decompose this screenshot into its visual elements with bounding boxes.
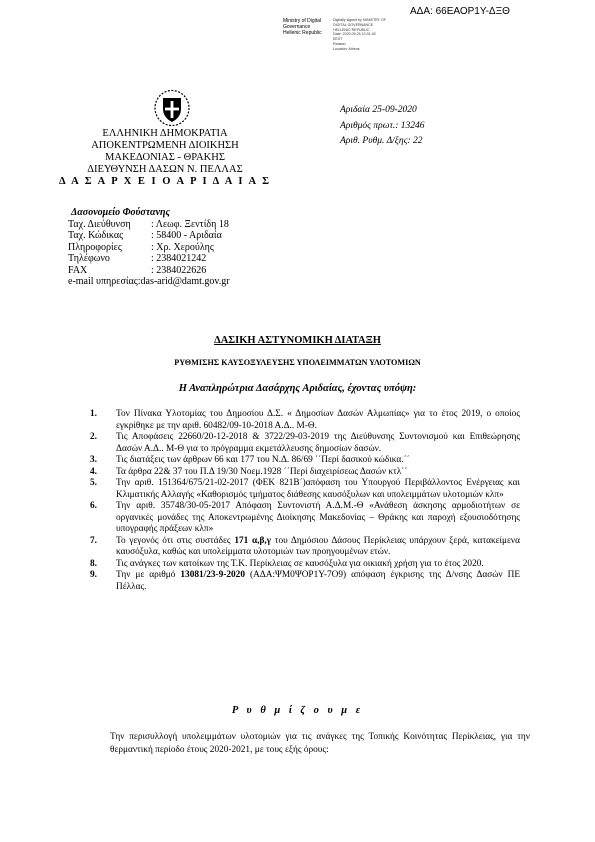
office-title: Δασονομείο Φούστανης bbox=[71, 207, 170, 218]
item-text: Τις Αποφάσεις 22660/20-12-2018 & 3722/29-03-2019 της Διεύθυνσης Συντονισμού και Επιθεώρησης Δασών Α.Δ.. Μ-Θ για το πρόγραμμα εκμετάλλευσης δημοσίων δασών. bbox=[116, 432, 520, 454]
considerations-list bbox=[90, 409, 520, 593]
contact-row bbox=[68, 219, 230, 231]
signature-line: Digitally signed by MINISTRY OF bbox=[333, 18, 386, 22]
list-item bbox=[90, 467, 520, 479]
office-contact bbox=[68, 207, 230, 288]
contact-value: : 2384022626 bbox=[151, 264, 207, 276]
regulation-number: Αριθ. Ρυθμ. Δ/ξης: 22 bbox=[340, 136, 423, 146]
digital-signature-stamp bbox=[283, 18, 386, 51]
item-text: Την αριθ. 151364/675/21-02-2017 (ΦΕΚ 821Β΄)απόφαση του Υπουργού Περιβάλλοντος Ενέργειας και Κλιματικής Αλλαγής «Καθορισμός τμήματος διάθεσης καυσόξυλων και υπολειμμάτων υλοτομιών κλπ» bbox=[116, 478, 520, 500]
contact-value: : 58400 - Αριδαία bbox=[151, 230, 222, 241]
list-item bbox=[90, 501, 520, 536]
decision-heading: Ρ υ θ μ ί ζ ο υ μ ε bbox=[231, 705, 364, 716]
org-line: ΜΑΚΕΔΟΝΙΑΣ - ΘΡΑΚΗΣ bbox=[105, 152, 225, 163]
item-text-bold: 13081/23-9-2020 bbox=[180, 570, 245, 580]
signature-line: HELLENIC REPUBLIC bbox=[333, 27, 370, 32]
contact-row bbox=[68, 242, 230, 254]
contact-row bbox=[68, 253, 230, 265]
item-text: Την με αριθμό bbox=[116, 570, 181, 580]
contact-label: Τηλέφωνο bbox=[68, 253, 110, 264]
reference-block bbox=[340, 103, 425, 150]
item-text: (ΑΔΑ:ΨΜ0ΨΟΡ1Υ-7Ο9) απόφαση έγκρισης της Δ/νσης Δασών ΠΕ Πέλλας. bbox=[116, 570, 521, 592]
signature-line: EEST bbox=[333, 37, 343, 42]
contact-label: Ταχ. Κώδικας bbox=[68, 230, 124, 241]
item-text: Τις διατάξεις των άρθρων 66 και 177 του Ν.Δ. 86/69 ΄΄Περί δασικού κώδικα.΄΄ bbox=[116, 455, 410, 465]
greek-emblem-icon bbox=[153, 89, 191, 132]
item-text-bold: 171 α,β,γ bbox=[234, 535, 272, 546]
item-number: 9. bbox=[90, 570, 97, 580]
list-item bbox=[90, 409, 520, 432]
date-line: Αριδαία 25-09-2020 bbox=[340, 105, 417, 115]
org-line: ΔΙΕΥΘΥΝΣΗ ΔΑΣΩΝ Ν. ΠΕΛΛΑΣ bbox=[87, 164, 243, 175]
protocol-number: Αριθμός πρωτ.: 13246 bbox=[340, 120, 425, 131]
item-text: Το γεγονός ότι στις συστάδες bbox=[116, 535, 235, 546]
org-line: ΕΛΛΗΝΙΚΗ ΔΗΜΟΚΡΑΤΙΑ bbox=[102, 128, 228, 139]
preamble: Η Αναπληρώτρια Δασάρχης Αριδαίας, έχοντας υπόψη: bbox=[178, 383, 417, 394]
item-text: Τις ανάγκες των κατοίκων της Τ.Κ. Περίκλειας σε καυσόξυλα για οικιακή χρήση για το έτος 2020. bbox=[116, 558, 484, 569]
item-text: Τον Πίνακα Υλοτομίας του Δημοσίου Δ.Σ. « Δημοσίων Δασών Αλμωπίας» για το έτος 2019, ο οποίος εγκρίθηκε με την αριθ. 60482/09-10-2018 Α.Δ.. Μ-Θ. bbox=[116, 409, 520, 431]
list-item bbox=[90, 559, 520, 571]
item-number: 5. bbox=[90, 478, 97, 488]
ada-code: ΑΔΑ: 66ΕΑΟΡ1Υ-ΔΞΘ bbox=[410, 6, 510, 17]
organization-header bbox=[30, 128, 300, 188]
ministry-line: Ministry of Digital bbox=[283, 18, 322, 24]
contact-label: Πληροφορίες bbox=[68, 241, 122, 253]
contact-label: FAX bbox=[68, 264, 88, 276]
list-item bbox=[90, 570, 520, 593]
ministry-line: Governance bbox=[283, 24, 311, 30]
contact-value: : Λεωφ. Ξεντίδη 18 bbox=[151, 218, 229, 230]
list-item bbox=[90, 536, 520, 559]
closing-paragraph: Την περισυλλογή υπολειμμάτων υλοτομιών για τις ανάγκες της Τοπικής Κοινότητας Περίκλειας, για την θερμαντική περίοδο έτους 2020-2021, με τους εξής όρους: bbox=[110, 732, 530, 755]
item-number: 3. bbox=[90, 455, 97, 465]
contact-value: : 2384021242 bbox=[151, 253, 207, 264]
signature-line: Reason: bbox=[333, 41, 347, 46]
item-number: 8. bbox=[90, 558, 97, 569]
item-number: 6. bbox=[90, 501, 97, 511]
item-text: του Δημόσιου Δάσους Περίκλειας υπάρχουν ξερά, κατακείμενα καυσόξυλα, καθώς και υπολείμματα υλοτομιών των προηγουμένων ετών. bbox=[116, 535, 521, 557]
ministry-line: Hellenic Republic bbox=[283, 30, 322, 36]
contact-row bbox=[68, 230, 230, 242]
contact-row bbox=[68, 265, 230, 277]
list-item bbox=[90, 478, 520, 501]
item-number: 4. bbox=[90, 466, 97, 477]
document-subtitle: ΡΥΘΜΙΣΗΣ ΚΑΥΣΟΞΥΛΕΥΣΗΣ ΥΠΟΛΕΙΜΜΑΤΩΝ ΥΛΟΤΟΜΙΩΝ bbox=[174, 358, 421, 367]
item-text: Τα άρθρα 22& 37 του Π.Δ 19/30 Νοεμ.1928 ΄΄Περί διαχειρίσεως Δασών κτλ΄΄ bbox=[116, 466, 408, 477]
org-name: Δ Α Σ Α Ρ Χ Ε Ι Ο Α Ρ Ι Δ Α Ι Α Σ bbox=[59, 176, 271, 187]
list-item bbox=[90, 432, 520, 455]
list-item bbox=[90, 455, 520, 467]
document-title: ΔΑΣΙΚΗ ΑΣΤΥΝΟΜΙΚΗ ΔΙΑΤΑΞΗ bbox=[214, 335, 381, 346]
item-number: 2. bbox=[90, 432, 97, 442]
item-text: Την αριθ. 35748/30-05-2017 Απόφαση Συντονιστή Α.Δ.Μ.-Θ «Ανάθεση άσκησης αρμοδιοτήτων σε οργανικές μονάδες της Αποκεντρωμένης Διοίκησης Μακεδονίας – Θράκης και παροχή εξουσιοδότησης υπογραφής πράξεων κλπ» bbox=[116, 501, 520, 534]
signature-line: Location: Athens bbox=[333, 46, 360, 51]
signature-line: Date: 2020.09.25 10:31:45 bbox=[333, 32, 376, 37]
contact-label: Ταχ. Διεύθυνση bbox=[68, 218, 131, 230]
org-line: ΑΠΟΚΕΝΤΡΩΜΕΝΗ ΔΙΟΙΚΗΣΗ bbox=[91, 140, 239, 151]
email-line: e-mail υπηρεσίας:das-arid@damt.gov.gr bbox=[68, 276, 230, 287]
item-number: 7. bbox=[90, 535, 97, 546]
signature-line: DIGITAL GOVERNANCE bbox=[333, 22, 374, 27]
signature-details bbox=[333, 18, 386, 52]
item-number: 1. bbox=[90, 409, 97, 419]
contact-value: : Χρ. Χερούλης bbox=[151, 241, 214, 253]
